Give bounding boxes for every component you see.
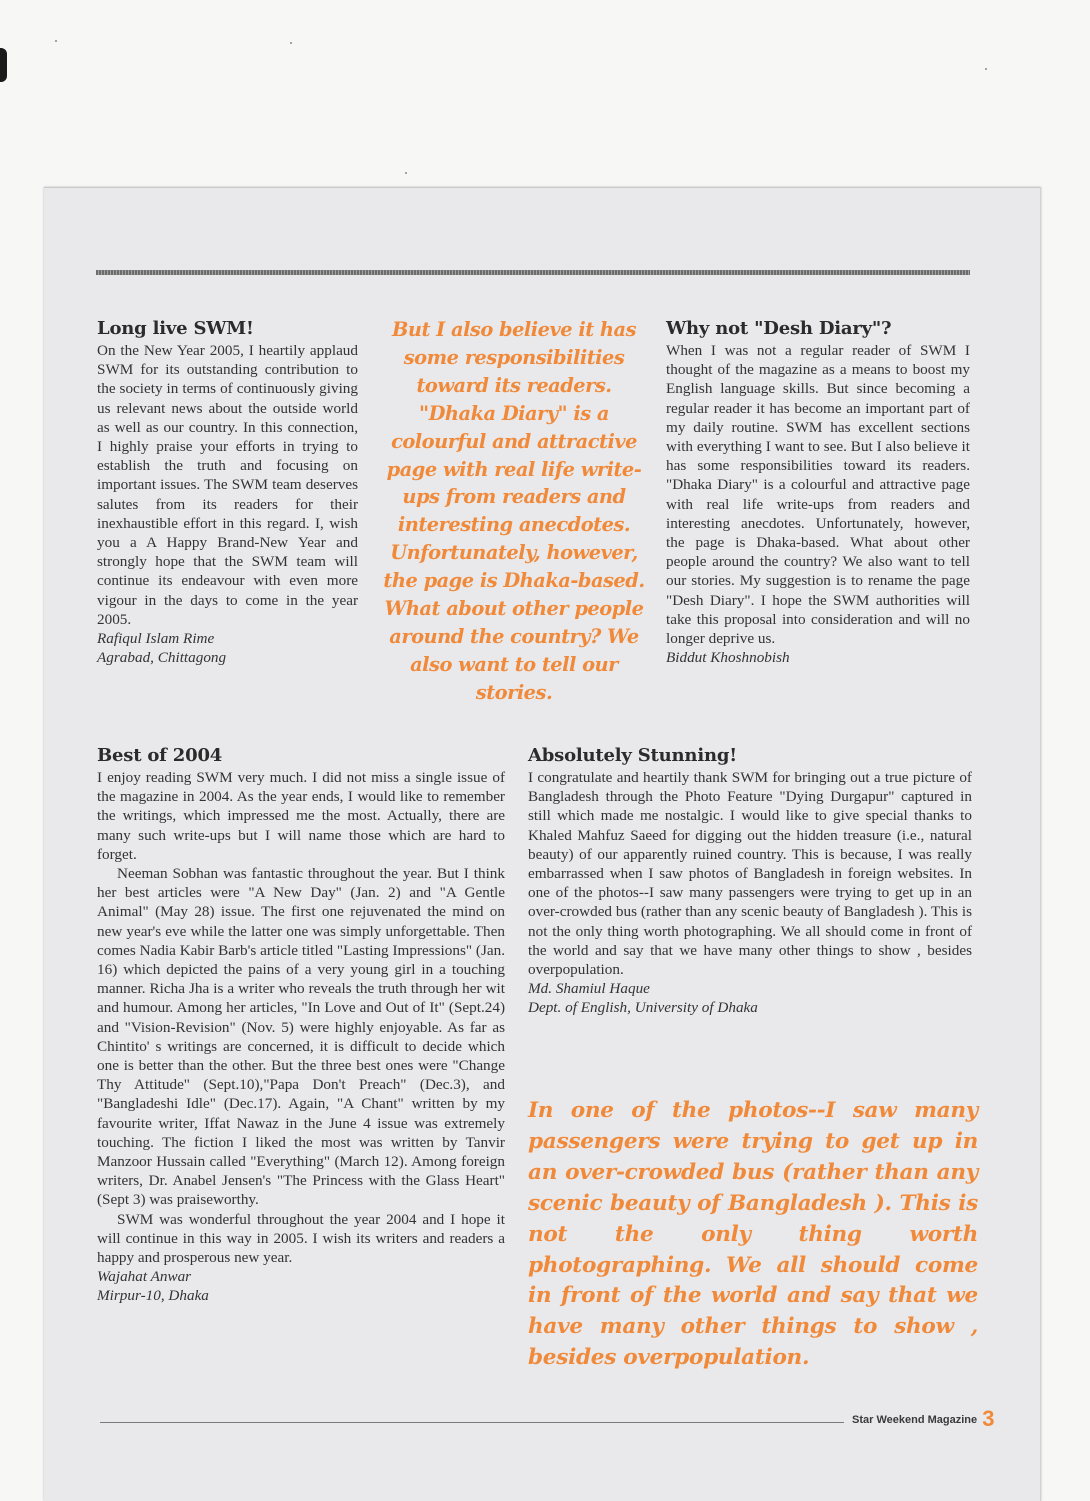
letter-title: Best of 2004 <box>97 745 223 766</box>
letter-title: Absolutely Stunning! <box>528 745 737 766</box>
letter-title: Long live SWM! <box>97 318 254 339</box>
letter-body <box>97 768 505 1267</box>
letter-body: On the New Year 2005, I heartily applaud SWM for its outstanding contribution to the society in terms of continuously giving us relevant news about the outside world as well as our country. In this connection, I highly praise your efforts in trying to establish the truth and focusing on important issues. The SWM team deserves salutes from its readers for their inexhaustible effort in this regard. I, wish you a A Happy Brand-New Year and strongly hope that the SWM team will continue its endeavour with even more vigour in the days to come in the year 2005. <box>97 342 358 628</box>
letter-body: When I was not a regular reader of SWM I thought of the magazine as a means to boost my English language skills. But since becoming a regular reader it has become an important part of my daily routine. SWM has excellent sections with everything I want to see. But I also believe it has some responsibilities toward its readers. "Dhaka Diary" is a colourful and attractive page with real life write-ups from readers and interesting anecdotes. Unfortunately, however, the page is Dhaka-based. What about other people around the country? We also want to tell our stories. My suggestion is to rename the page "Desh Diary". I hope the SWM authorities will take this proposal into consideration and will no longer deprive us. <box>666 342 970 648</box>
letter-author: Biddut Khoshnobish <box>666 649 790 667</box>
letter-long-live-swm <box>97 318 358 667</box>
letter-body: I congratulate and heartily thank SWM for bringing out a true picture of Bangladesh through the Photo Feature "Dying Durgapur" captured in still which made me nostalgic. I would like to give special thanks to Khaled Mahfuz Saeed for digging out the hidden treasure (i.e., natural beauty) of our apparently ruined country. This is because, I was really embarrassed when I saw photos of Bangladesh in foreign websites. In one of the photos--I saw many passengers were trying to get up in an over-crowded bus (rather than any scenic beauty of Bangladesh ). This is not the only thing worth photographing. We all should come in front of the world and say that we have many other things to show , besides overpopulation. <box>528 769 972 979</box>
letter-author: Rafiqul Islam Rime <box>97 630 215 648</box>
letter-title: Why not "Desh Diary"? <box>666 318 892 339</box>
magazine-page <box>44 187 1041 1501</box>
letter-best-of-2004 <box>97 745 505 1306</box>
top-divider <box>96 270 970 275</box>
letter-location: Agrabad, Chittagong <box>97 649 227 667</box>
page-footer <box>852 1406 994 1432</box>
pull-quote-photos: In one of the photos--I saw many passengers were trying to get up in an over-crowded bus (rather than any scenic beauty of Bangladesh ). This is not the only thing worth photographing. We all should come in front of the world and say that we have many other things to show , besides overpopulation. <box>528 1098 978 1371</box>
scan-speck <box>55 40 57 42</box>
letter-paragraph: I enjoy reading SWM very much. I did not miss a single issue of the magazine in 2004. As the year ends, I would like to remember the writings, which impressed me the most. Actually, there are many such write-ups but I will name those which are hard to forget. <box>97 769 505 863</box>
letter-author: Wajahat Anwar <box>97 1268 192 1286</box>
pull-quote-dhaka-diary: But I also believe it has some responsibilities toward its readers. "Dhaka Diary" is a colourful and attractive page with real life write-ups from readers and interesting anecdotes. Unfortunately, however, the page is Dhaka-based. What about other people around the country? We also want to tell our stories. <box>383 318 645 704</box>
magazine-name: Star Weekend Magazine <box>852 1414 978 1426</box>
scan-speck <box>405 172 407 174</box>
binder-hole-shadow <box>0 48 7 82</box>
page-number: 3 <box>982 1406 995 1431</box>
letter-location: Dept. of English, University of Dhaka <box>528 999 758 1017</box>
letter-location: Mirpur-10, Dhaka <box>97 1287 209 1305</box>
letter-desh-diary <box>666 318 970 667</box>
letter-paragraph: SWM was wonderful throughout the year 2004 and I hope it will continue in this way in 2005. I wish its writers and readers a happy and prosperous new year. <box>97 1210 505 1267</box>
letter-absolutely-stunning <box>528 745 972 1018</box>
scan-speck <box>290 42 292 44</box>
scan-speck <box>985 68 987 70</box>
bottom-divider <box>100 1422 844 1423</box>
letter-paragraph: Neeman Sobhan was fantastic throughout the year. But I think her best articles were "A New Day" (Jan. 2) and "A Gentle Animal" (May 28) issue. The first one rejuvenated the mind on new year's eve while the latter one was simply unforgettable. Then comes Nadia Kabir Barb's article titled "Lasting Impressions" (Jan. 16) which depicted the pains of a very young girl in a touching manner. Richa Jha is a writer who reveals the truth through her wit and humour. Among her articles, "In Love and Out of It" (Sept.24) and "Vision-Revision" (Nov. 5) were highly enjoyable. As far as Chintito' s writings are concerned, it is difficult to decide which one is better than the other. But the three best ones were "Change Thy Attitude" (Sept.10),"Papa Don't Preach" (Dec.3), and "Bangladeshi Idle" (Dec.17). Again, "A Chant" written by my favourite writer, Iffat Nawaz in the June 4 issue was extremely touching. The fiction I liked the most was written by Tanvir Manzoor Hussain called "Everything" (March 12). Among foreign writers, Dr. Anabel Jensen's "The Princess with the Glass Heart" (Sept 3) was praiseworthy. <box>97 865 505 1209</box>
letter-author: Md. Shamiul Haque <box>528 980 650 998</box>
